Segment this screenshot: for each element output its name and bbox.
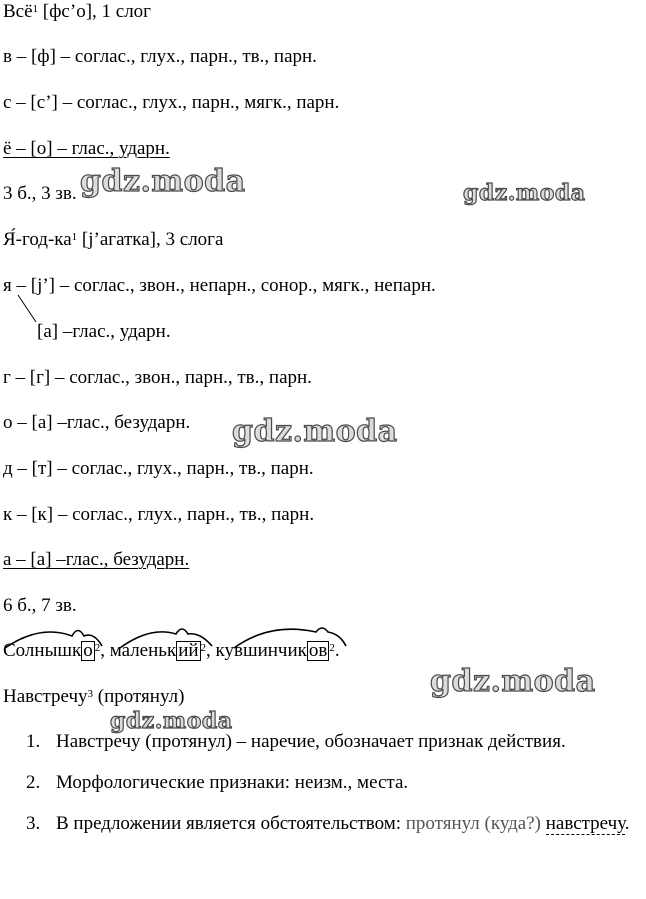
- watermark-logo: gdz.moda: [430, 664, 596, 699]
- watermark-logo: gdz.moda: [463, 180, 586, 206]
- word2-summary: 6 б., 7 зв.: [3, 595, 77, 616]
- word2-title: $Я́-год-ка^1$ [j’агатка], 3 слога: [3, 229, 224, 250]
- morph-line: [3, 640, 340, 662]
- word2-letter-5: к – [к] – соглас., глух., парн., тв., парн.: [3, 504, 315, 525]
- list-item: 3. В предложении является обстоятельством: протянул (куда?) навстречу.: [26, 813, 630, 834]
- word2-letter-4: д – [т] – соглас., глух., парн., тв., парн.: [3, 458, 314, 479]
- word2-letter-2: г – [г] – соглас., звон., парн., тв., парн.: [3, 367, 312, 388]
- watermark-logo: gdz.moda: [232, 414, 398, 449]
- word2-letter-1: я – [j’] – соглас., звон., непарн., сонор., мягк., непарн.: [3, 275, 436, 296]
- ending-box: ий: [178, 640, 199, 661]
- word2-letter-3: о – [а] –глас., безударн.: [3, 412, 191, 433]
- word1-summary: 3 б., 3 зв.: [3, 183, 77, 204]
- list-item: 2. Морфологические признаки: неизм., места.: [26, 772, 409, 793]
- word1-letter-2: с – [с’] – соглас., глух., парн., мягк., парн.: [3, 92, 340, 113]
- word2-letter-1b: [а] –глас., ударн.: [37, 321, 171, 342]
- morph-word-2: маленьк ий $^2$,: [109, 640, 216, 661]
- task3-title: Навстречу$^3$ (протянул): [3, 686, 185, 707]
- list-item: 1. Навстречу (протянул) – наречие, обозначает признак действия.: [26, 731, 566, 752]
- word2-letter-6: а – [а] –глас., безударн.: [3, 549, 190, 570]
- morph-word-1: Солнышк о $^2$,: [3, 640, 110, 661]
- word1-letter-1: в – [ф] – соглас., глух., парн., тв., парн.: [3, 46, 317, 67]
- word1-letter-3: ё – [о] – глас., ударн.: [3, 138, 170, 159]
- analysis-list: [26, 731, 641, 863]
- syllable-link-stroke: [18, 295, 36, 322]
- watermark-logo: gdz.moda: [80, 164, 246, 199]
- watermark-logo: gdz.moda: [110, 708, 233, 734]
- word1-title: Всё$^1$ [фс’о], 1 слог: [3, 1, 151, 22]
- ending-box: ов: [308, 640, 328, 661]
- ending-box: о: [83, 640, 93, 661]
- morph-word-3: кувшинчик ов $^2$.: [215, 640, 340, 661]
